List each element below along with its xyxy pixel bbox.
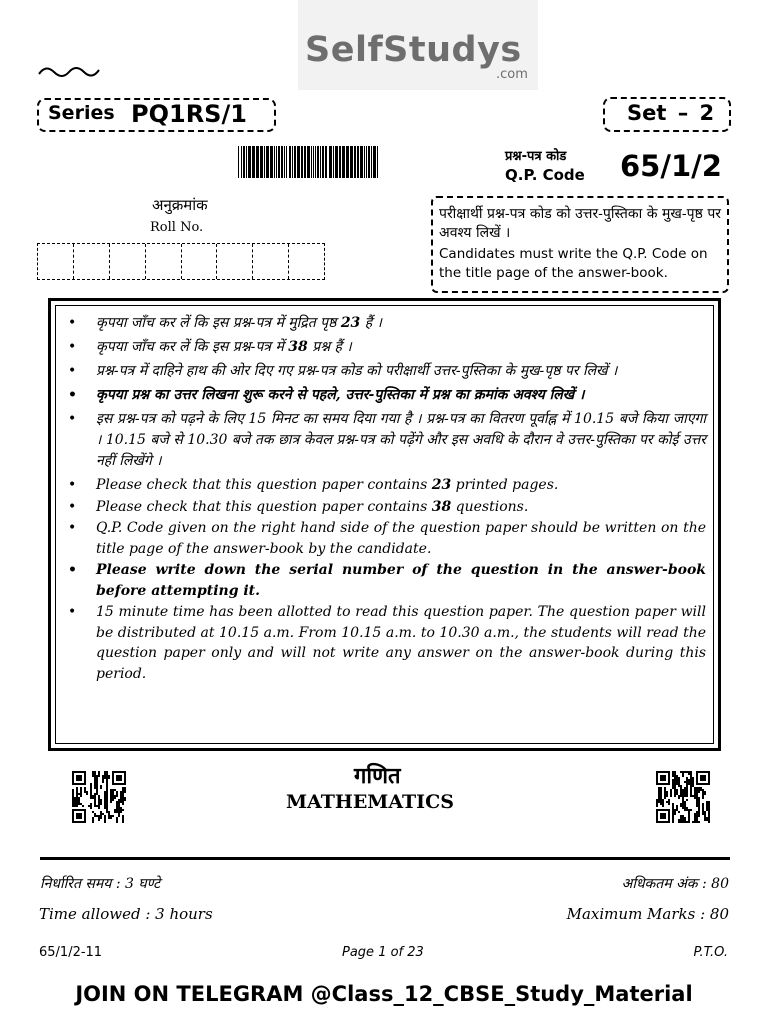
qp-code-label: Q.P. Code [505, 166, 585, 184]
subject-title: MATHEMATICS [286, 791, 454, 813]
instruction-item: • कृपया प्रश्न का उत्तर लिखना शुरू करने से पहले, उत्तर-पुस्तिका में प्रश्न का क्रमांक अवश्य लिखें । [66, 385, 706, 406]
time-allowed-hindi: निर्धारित समय : 3 घण्टे [40, 876, 161, 892]
series-value: PQ1RS/1 [131, 100, 247, 128]
page-count: 23 [431, 477, 452, 493]
instruction-item: • कृपया जाँच कर लें कि इस प्रश्न-पत्र में 38 प्रश्न हैं । [66, 337, 706, 358]
roll-no-label: Roll No. [150, 220, 204, 235]
qr-code-icon [656, 771, 710, 823]
question-count: 38 [288, 339, 308, 355]
instruction-item: • Please check that this question paper contains 23 printed pages. [66, 475, 706, 496]
instructions-list [66, 313, 706, 685]
qp-code-notice [431, 196, 729, 293]
roll-no-cell[interactable] [217, 244, 253, 279]
barcode-icon [238, 146, 380, 178]
series-label: Series [48, 102, 115, 124]
instruction-item: • Please check that this question paper contains 38 questions. [66, 497, 706, 518]
roll-no-cell[interactable] [289, 244, 324, 279]
roll-no-label-hindi: अनुक्रमांक [152, 196, 208, 214]
footer-code: 65/1/2-11 [39, 945, 103, 960]
roll-no-cell[interactable] [110, 244, 146, 279]
telegram-banner: JOIN ON TELEGRAM @Class_12_CBSE_Study_Material [75, 982, 693, 1006]
notice-english: Candidates must write the Q.P. Code on the title page of the answer-book. [439, 246, 708, 281]
notice-hindi: परीक्षार्थी प्रश्न-पत्र कोड को उत्तर-पुस्तिका के मुख-पृष्ठ पर अवश्य लिखें । [439, 206, 721, 241]
divider [40, 857, 730, 860]
tilde-mark-icon [38, 62, 100, 80]
qp-code-value: 65/1/2 [620, 149, 722, 183]
max-marks-hindi: अधिकतम अंक : 80 [621, 876, 729, 892]
instruction-item: • 15 minute time has been allotted to read this question paper. The question paper will be distributed at 10.15 a.m. From 10.15 a.m. to 10.30 a.m., the students will read the question paper only and will not write any answer on the answer-book during this period. [66, 602, 706, 684]
roll-no-cell[interactable] [146, 244, 182, 279]
roll-no-cell[interactable] [182, 244, 218, 279]
page-count: 23 [340, 315, 361, 331]
set-label: Set – 2 [627, 101, 715, 125]
instruction-item: • Please write down the serial number of the question in the answer-book before attempting it. [66, 560, 706, 601]
instruction-item: • Q.P. Code given on the right hand side of the question paper should be written on the title page of the answer-book by the candidate. [66, 518, 706, 559]
instruction-item: • प्रश्न-पत्र में दाहिने हाथ की ओर दिए गए प्रश्न-पत्र कोड को परीक्षार्थी उत्तर-पुस्तिका के मुख-पृष्ठ पर लिखें । [66, 361, 706, 382]
question-count: 38 [431, 498, 452, 515]
footer-pto: P.T.O. [693, 945, 728, 960]
qr-code-icon [72, 771, 126, 823]
time-allowed: Time allowed : 3 hours [39, 905, 213, 923]
roll-no-boxes[interactable] [37, 243, 325, 280]
max-marks: Maximum Marks : 80 [566, 905, 729, 923]
watermark-domain: .com [496, 67, 528, 82]
footer-page-number: Page 1 of 23 [342, 945, 424, 960]
instruction-item: • इस प्रश्न-पत्र को पढ़ने के लिए 15 मिनट का समय दिया गया है । प्रश्न-पत्र का वितरण पूर्वाह्न में 10.15 बजे किया जाएगा । 10.15 बजे से 10.30 बजे तक छात्र केवल प्रश्न-पत्र को पढ़ेंगे और इस अवधि के दौरान वे उत्तर-पुस्तिका पर कोई उत्तर नहीं लिखेंगे । [66, 409, 706, 472]
roll-no-cell[interactable] [74, 244, 110, 279]
watermark-logo: SelfStudys [305, 30, 522, 70]
subject-hindi: गणित [354, 763, 401, 789]
instruction-item: • कृपया जाँच कर लें कि इस प्रश्न-पत्र में मुद्रित पृष्ठ 23 हैं । [66, 313, 706, 334]
roll-no-cell[interactable] [38, 244, 74, 279]
roll-no-cell[interactable] [253, 244, 289, 279]
qp-code-label-hindi: प्रश्न-पत्र कोड [505, 149, 567, 164]
